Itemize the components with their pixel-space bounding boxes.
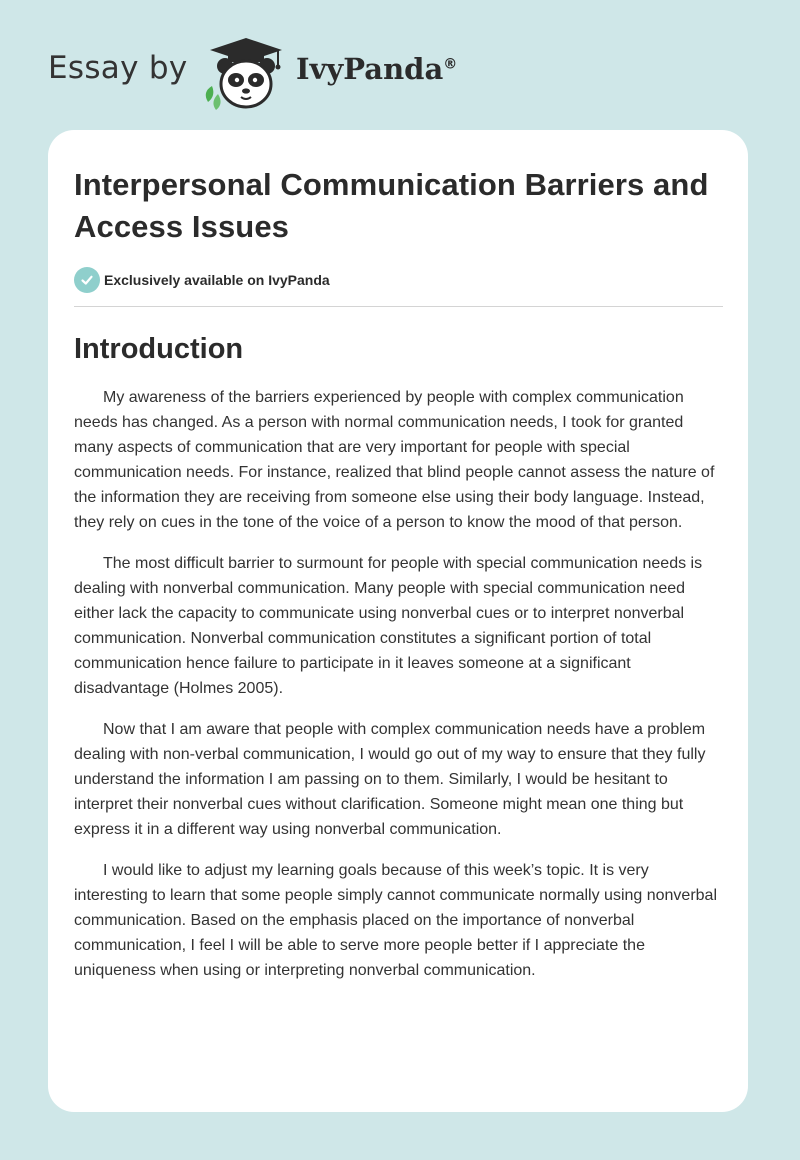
divider (74, 306, 723, 307)
paragraph: Now that I am aware that people with complex communication needs have a problem dealing with non-verbal communication, I would go out of my way to ensure that they fully understand the information I am passing on to them. Similarly, I would be hesitant to interpret their nonverbal cues without clarification. Someone might mean one thing but express it in a different way using nonverbal communication. (74, 721, 706, 838)
section-heading: Introduction (74, 333, 244, 365)
article-body (74, 385, 722, 983)
exclusive-label: Exclusively available on IvyPanda (104, 272, 330, 288)
page-title: Interpersonal Communication Barriers and Access Issues (74, 167, 709, 244)
registered-mark: ® (443, 56, 458, 73)
check-icon (74, 267, 100, 293)
brand-name[interactable] (296, 52, 457, 86)
paragraph: The most difficult barrier to surmount for people with special communication needs is dealing with nonverbal communication. Many people with special communication need either lack the capacity to communicate using nonverbal cues or to interpret nonverbal communication. Nonverbal communication constitutes a significant portion of total communication hence failure to participate in it leaves someone at a significant disadvantage (Holmes 2005). (74, 555, 703, 697)
paragraph: My awareness of the barriers experienced by people with complex communication needs has changed. As a person with normal communication needs, I took for granted many aspects of communication that are very important for people with special communication needs. For instance, realized that blind people cannot assess the nature of the information they are receiving from someone else using their body language. Instead, they rely on cues in the tone of the voice of a person to know the mood of that person. (74, 389, 715, 531)
article-card (48, 130, 748, 1112)
paragraph: I would like to adjust my learning goals because of this week’s topic. It is very interesting to learn that some people simply cannot communicate normally using nonverbal communication. Based on the emphasis placed on the importance of nonverbal communication, I feel I will be able to serve more people better if I appreciate the uniqueness when using or interpreting nonverbal communication. (74, 862, 718, 979)
essay-by-label: Essay by (48, 50, 188, 86)
exclusive-badge (74, 266, 722, 294)
site-header (0, 0, 800, 130)
panda-logo-icon[interactable] (198, 36, 294, 110)
brand-text: IvyPanda (296, 52, 444, 86)
